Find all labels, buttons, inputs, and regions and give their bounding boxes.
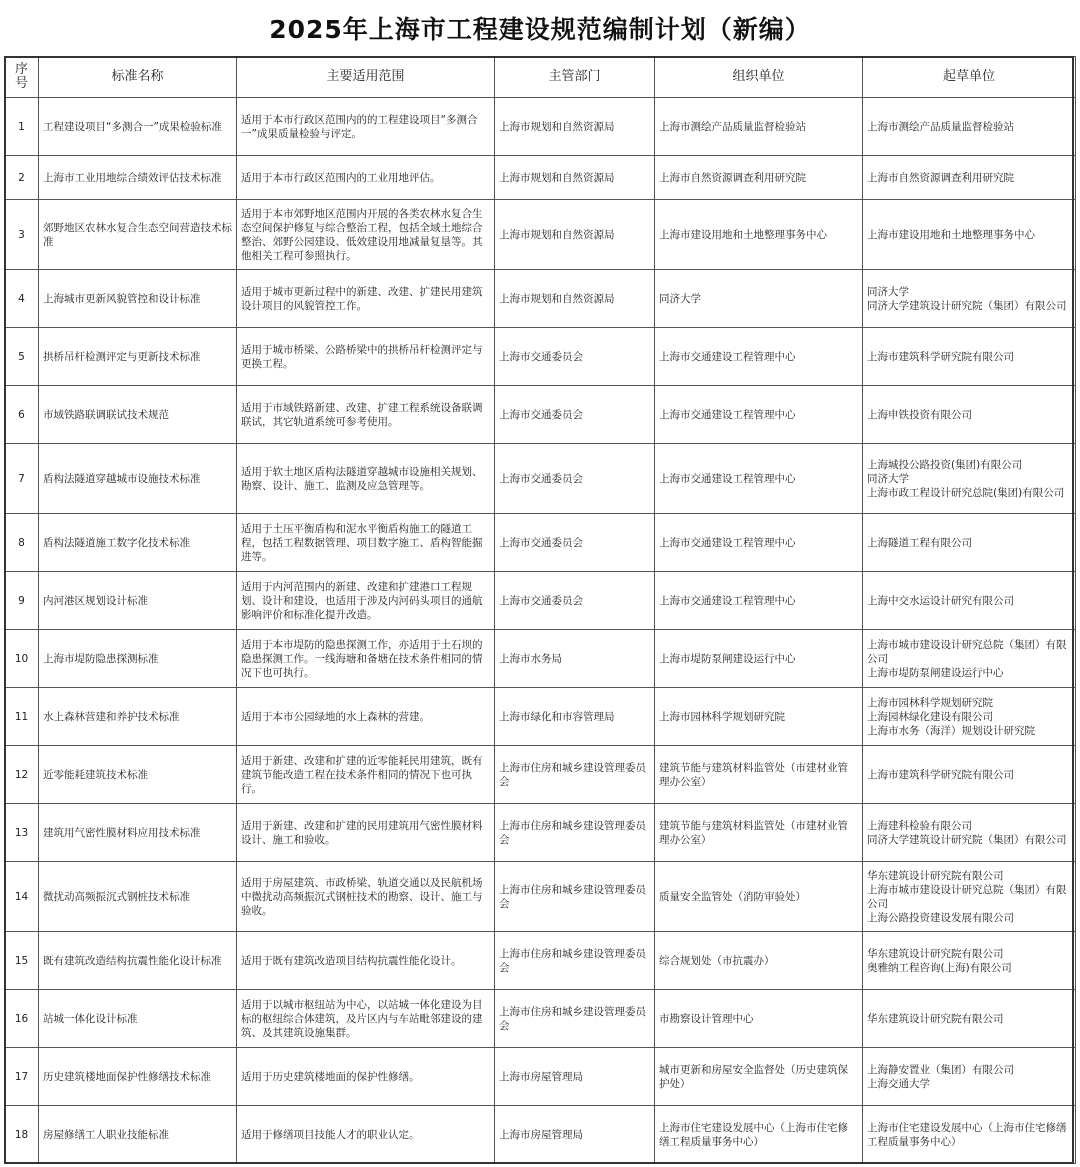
drafting-unit: 上海市建筑科学研究院有限公司 [867,768,1014,781]
standard-name: 市域铁路联调联试技术规范 [39,386,237,444]
drafting-unit: 上海市城市建设设计研究总院（集团）有限公司 [867,638,1067,665]
drafting-unit: 上海交通大学 [867,1077,930,1090]
table-row [5,328,1076,386]
scope-text: 适用于内河范围内的新建、改建和扩建港口工程规划、设计和建设，也适用于涉及内河码头项目的通航影响评价和标准化提升改造。 [237,572,495,630]
scope-text: 适用于新建、改建和扩建的民用建筑用气密性膜材料设计、施工和验收。 [237,804,495,862]
drafting-unit: 上海市水务（海洋）规划设计研究院 [867,724,1035,737]
table-row [5,804,1076,862]
drafting-unit: 上海市住宅建设发展中心（上海市住宅修缮工程质量事务中心） [867,1121,1067,1148]
table-row [5,746,1076,804]
drafting-units [863,200,1076,270]
drafting-units [863,1106,1076,1164]
drafting-units [863,688,1076,746]
standard-name: 盾构法隧道穿越城市设施技术标准 [39,444,237,514]
drafting-unit: 上海市建筑科学研究院有限公司 [867,350,1014,363]
row-number: 2 [5,156,39,200]
row-number: 16 [5,990,39,1048]
department: 上海市住房和城乡建设管理委员会 [495,804,655,862]
drafting-unit: 上海市城市建设设计研究总院（集团）有限公司 [867,883,1067,910]
table-row [5,270,1076,328]
header-name: 标准名称 [39,57,237,98]
drafting-unit: 同济大学 [867,472,909,485]
standard-name: 历史建筑楼地面保护性修缮技术标准 [39,1048,237,1106]
organizing-unit: 上海市建设用地和土地整理事务中心 [655,200,863,270]
standard-name: 盾构法隧道施工数字化技术标准 [39,514,237,572]
scope-text: 适用于本市堤防的隐患探测工作，亦适用于土石坝的隐患探测工作。一线海塘和备塘在技术条件相同的情况下也可执行。 [237,630,495,688]
drafting-unit: 上海市建设用地和土地整理事务中心 [867,228,1035,241]
table-row [5,156,1076,200]
drafting-unit: 上海市测绘产品质量监督检验站 [867,120,1014,133]
drafting-units [863,444,1076,514]
organizing-unit: 上海市堤防泵闸建设运行中心 [655,630,863,688]
department: 上海市交通委员会 [495,514,655,572]
row-number: 15 [5,932,39,990]
table-row [5,688,1076,746]
organizing-unit: 建筑节能与建筑材料监管处（市建材业管理办公室） [655,746,863,804]
header-no: 序号 [5,57,39,98]
drafting-units [863,804,1076,862]
drafting-units [863,514,1076,572]
header-scope: 主要适用范围 [237,57,495,98]
department: 上海市规划和自然资源局 [495,200,655,270]
drafting-units [863,328,1076,386]
scope-text: 适用于软土地区盾构法隧道穿越城市设施相关规划、勘察、设计、施工、监测及应急管理等。 [237,444,495,514]
drafting-unit: 同济大学 [867,285,909,298]
department: 上海市交通委员会 [495,386,655,444]
table-header-row [5,57,1076,98]
drafting-unit: 上海市政工程设计研究总院(集团)有限公司 [867,486,1065,499]
standard-name: 建筑用气密性膜材料应用技术标准 [39,804,237,862]
drafting-unit: 华东建筑设计研究院有限公司 [867,947,1004,960]
drafting-unit: 同济大学建筑设计研究院（集团）有限公司 [867,833,1067,846]
standards-table [4,56,1076,1164]
row-number: 14 [5,862,39,932]
drafting-unit: 上海静安置业（集团）有限公司 [867,1063,1014,1076]
table-row [5,200,1076,270]
standard-name: 上海城市更新风貌管控和设计标准 [39,270,237,328]
drafting-unit: 上海市园林科学规划研究院 [867,696,993,709]
row-number: 8 [5,514,39,572]
table-row [5,1048,1076,1106]
table-row [5,572,1076,630]
scope-text: 适用于房屋建筑、市政桥梁、轨道交通以及民航机场中微扰动高频振沉式钢桩技术的勘察、设计、施工与验收。 [237,862,495,932]
header-org: 组织单位 [655,57,863,98]
organizing-unit: 综合规划处（市抗震办） [655,932,863,990]
drafting-unit: 上海园林绿化建设有限公司 [867,710,993,723]
organizing-unit: 上海市交通建设工程管理中心 [655,572,863,630]
standard-name: 上海市工业用地综合绩效评估技术标准 [39,156,237,200]
row-number: 1 [5,98,39,156]
drafting-unit: 上海市自然资源调查利用研究院 [867,171,1014,184]
row-number: 17 [5,1048,39,1106]
drafting-unit: 上海城投公路投资(集团)有限公司 [867,458,1023,471]
row-number: 7 [5,444,39,514]
header-dept: 主管部门 [495,57,655,98]
table-row [5,444,1076,514]
organizing-unit: 市勘察设计管理中心 [655,990,863,1048]
table-row [5,990,1076,1048]
drafting-units [863,862,1076,932]
scope-text: 适用于修缮项目技能人才的职业认定。 [237,1106,495,1164]
scope-text: 适用于城市更新过程中的新建、改建、扩建民用建筑设计项目的风貌管控工作。 [237,270,495,328]
table-row [5,386,1076,444]
row-number: 11 [5,688,39,746]
table-row [5,514,1076,572]
organizing-unit: 建筑节能与建筑材料监管处（市建材业管理办公室） [655,804,863,862]
scope-text: 适用于以城市枢纽站为中心，以站城一体化建设为目标的枢纽综合体建筑，及片区内与车站毗邻建设的建筑、及其建筑设施集群。 [237,990,495,1048]
drafting-units [863,156,1076,200]
organizing-unit: 同济大学 [655,270,863,328]
department: 上海市住房和城乡建设管理委员会 [495,746,655,804]
row-number: 9 [5,572,39,630]
drafting-unit: 上海市堤防泵闸建设运行中心 [867,666,1004,679]
row-number: 13 [5,804,39,862]
drafting-units [863,1048,1076,1106]
drafting-units [863,746,1076,804]
department: 上海市水务局 [495,630,655,688]
scope-text: 适用于本市郊野地区范围内开展的各类农林水复合生态空间保护修复与综合整治工程，包括全域土地综合整治、郊野公园建设、低效建设用地减量复垦等。其他相关工程可参照执行。 [237,200,495,270]
standard-name: 拱桥吊杆检测评定与更新技术标准 [39,328,237,386]
row-number: 6 [5,386,39,444]
organizing-unit: 上海市交通建设工程管理中心 [655,514,863,572]
department: 上海市住房和城乡建设管理委员会 [495,862,655,932]
organizing-unit: 质量安全监管处（消防审验处） [655,862,863,932]
drafting-units [863,98,1076,156]
department: 上海市规划和自然资源局 [495,98,655,156]
row-number: 4 [5,270,39,328]
organizing-unit: 上海市交通建设工程管理中心 [655,386,863,444]
scope-text: 适用于新建、改建和扩建的近零能耗民用建筑，既有建筑节能改造工程在技术条件相同的情况下也可执行。 [237,746,495,804]
drafting-units [863,386,1076,444]
drafting-units [863,630,1076,688]
department: 上海市住房和城乡建设管理委员会 [495,932,655,990]
standard-name: 房屋修缮工人职业技能标准 [39,1106,237,1164]
department: 上海市交通委员会 [495,444,655,514]
department: 上海市规划和自然资源局 [495,156,655,200]
drafting-unit: 同济大学建筑设计研究院（集团）有限公司 [867,299,1067,312]
table-row [5,932,1076,990]
standard-name: 水上森林营建和养护技术标准 [39,688,237,746]
row-number: 12 [5,746,39,804]
drafting-unit: 上海申铁投资有限公司 [867,408,972,421]
scope-text: 适用于历史建筑楼地面的保护性修缮。 [237,1048,495,1106]
standard-name: 上海市堤防隐患探测标准 [39,630,237,688]
organizing-unit: 上海市交通建设工程管理中心 [655,328,863,386]
standard-name: 内河港区规划设计标准 [39,572,237,630]
drafting-units [863,932,1076,990]
drafting-units [863,990,1076,1048]
standard-name: 工程建设项目“多测合一”成果检验标准 [39,98,237,156]
scope-text: 适用于土压平衡盾构和泥水平衡盾构施工的隧道工程，包括工程数据管理、项目数字施工、盾构智能掘进等。 [237,514,495,572]
scope-text: 适用于市域铁路新建、改建、扩建工程系统设备联调联试，其它轨道系统可参考使用。 [237,386,495,444]
table-row [5,1106,1076,1164]
department: 上海市交通委员会 [495,328,655,386]
organizing-unit: 城市更新和房屋安全监督处（历史建筑保护处） [655,1048,863,1106]
standard-name: 既有建筑改造结构抗震性能化设计标准 [39,932,237,990]
scope-text: 适用于本市公园绿地的水上森林的营建。 [237,688,495,746]
row-number: 18 [5,1106,39,1164]
row-number: 10 [5,630,39,688]
scope-text: 适用于既有建筑改造项目结构抗震性能化设计。 [237,932,495,990]
drafting-unit: 华东建筑设计研究院有限公司 [867,869,1004,882]
department: 上海市绿化和市容管理局 [495,688,655,746]
row-number: 3 [5,200,39,270]
drafting-unit: 上海公路投资建设发展有限公司 [867,911,1014,924]
organizing-unit: 上海市住宅建设发展中心（上海市住宅修缮工程质量事务中心） [655,1106,863,1164]
drafting-unit: 奥雅纳工程咨询(上海)有限公司 [867,961,1012,974]
page-title: 2025年上海市工程建设规范编制计划（新编） [269,15,811,44]
department: 上海市住房和城乡建设管理委员会 [495,990,655,1048]
department: 上海市房屋管理局 [495,1048,655,1106]
drafting-units [863,572,1076,630]
standard-name: 郊野地区农林水复合生态空间营造技术标准 [39,200,237,270]
drafting-unit: 上海建科检验有限公司 [867,819,972,832]
organizing-unit: 上海市交通建设工程管理中心 [655,444,863,514]
table-row [5,630,1076,688]
department: 上海市交通委员会 [495,572,655,630]
standard-name: 近零能耗建筑技术标准 [39,746,237,804]
row-number: 5 [5,328,39,386]
scope-text: 适用于本市行政区范围内的的工程建设项目“多测合一”成果质量检验与评定。 [237,98,495,156]
drafting-unit: 上海中交水运设计研究有限公司 [867,594,1014,607]
department: 上海市房屋管理局 [495,1106,655,1164]
department: 上海市规划和自然资源局 [495,270,655,328]
table-row [5,98,1076,156]
header-drafters: 起草单位 [863,57,1076,98]
organizing-unit: 上海市测绘产品质量监督检验站 [655,98,863,156]
table-row [5,862,1076,932]
drafting-unit: 华东建筑设计研究院有限公司 [867,1012,1004,1025]
scope-text: 适用于城市桥梁、公路桥梁中的拱桥吊杆检测评定与更换工程。 [237,328,495,386]
drafting-unit: 上海隧道工程有限公司 [867,536,972,549]
table-body [5,98,1076,1164]
organizing-unit: 上海市自然资源调查利用研究院 [655,156,863,200]
standard-name: 微扰动高频振沉式钢桩技术标准 [39,862,237,932]
standard-name: 站城一体化设计标准 [39,990,237,1048]
organizing-unit: 上海市园林科学规划研究院 [655,688,863,746]
scope-text: 适用于本市行政区范围内的工业用地评估。 [237,156,495,200]
drafting-units [863,270,1076,328]
